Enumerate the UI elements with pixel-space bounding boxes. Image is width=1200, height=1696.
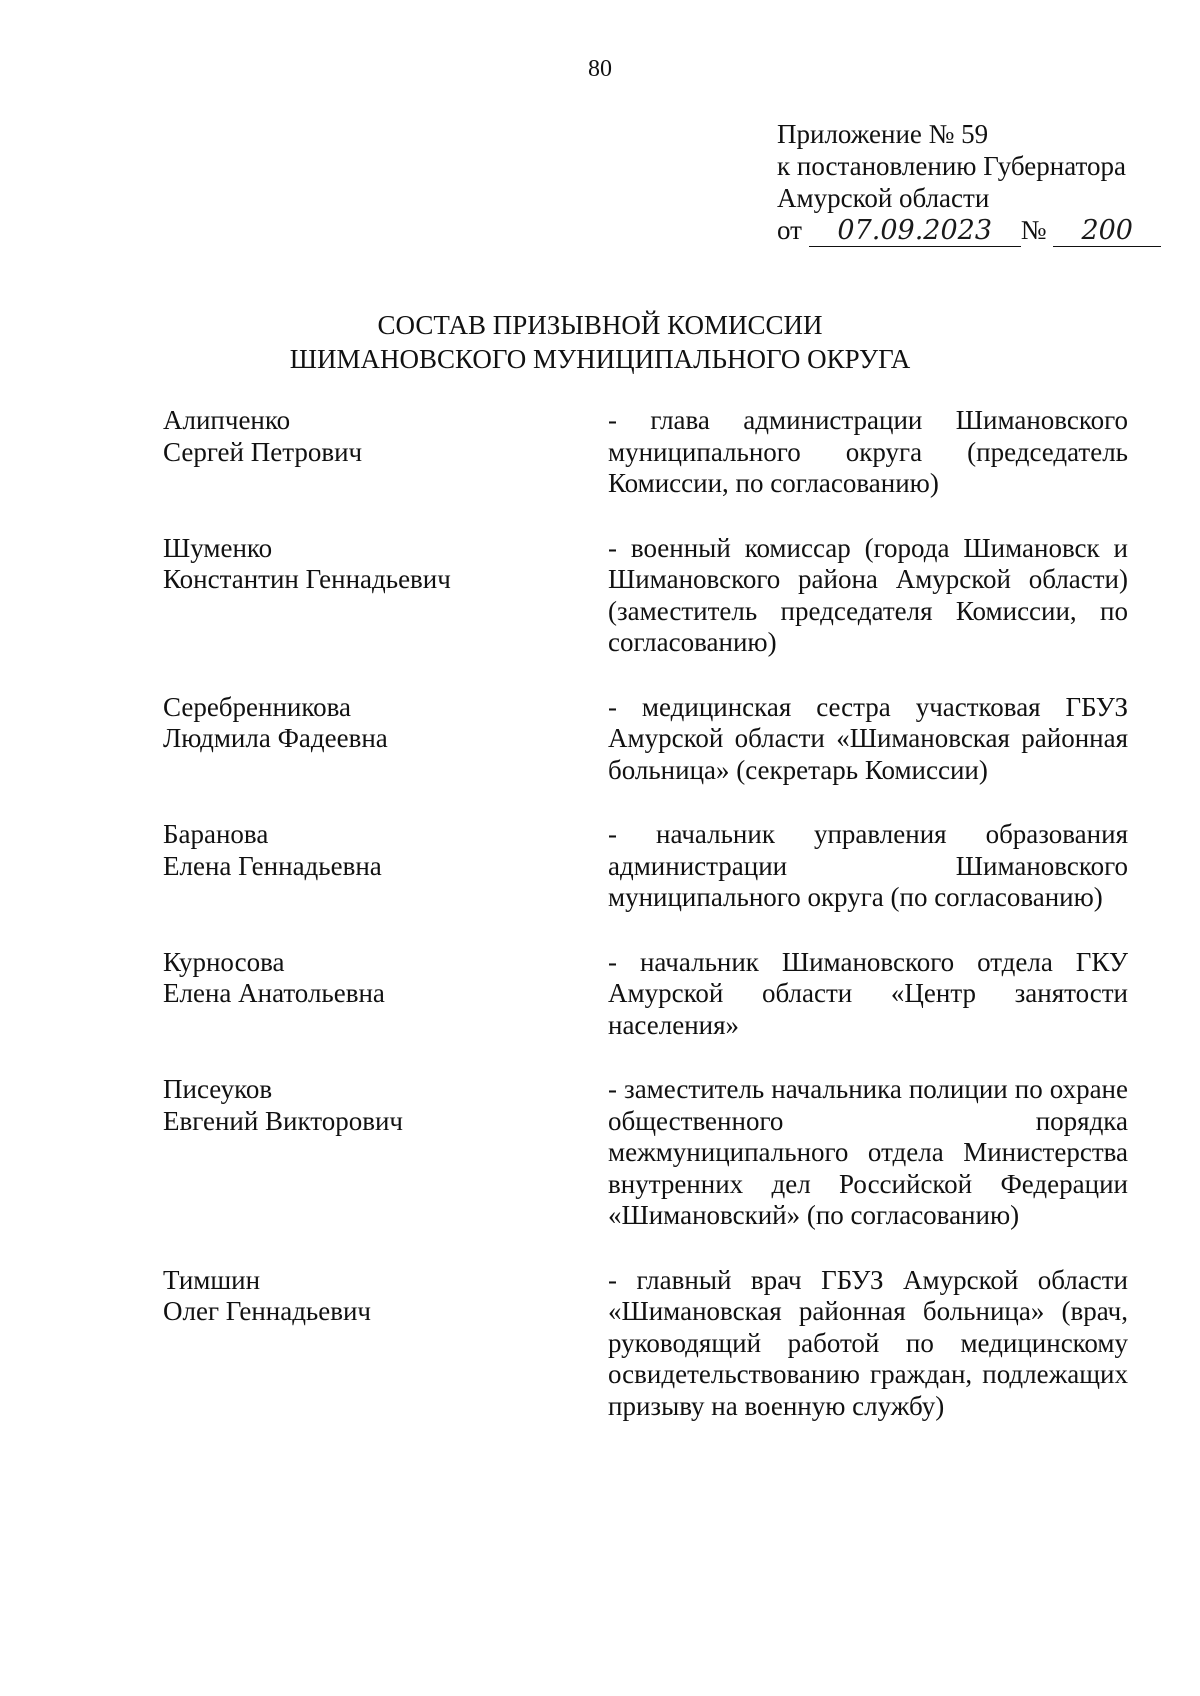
handwritten-date: 07.09.2023	[809, 216, 1021, 247]
member-row	[163, 947, 1128, 1042]
member-surname: Серебренникова	[163, 691, 351, 722]
member-given-name: Людмила Фадеевна	[163, 723, 388, 753]
handwritten-number: 200	[1053, 216, 1161, 247]
member-surname: Алипченко	[163, 405, 291, 435]
member-role: - главный врач ГБУЗ Амурской области «Шимановская районная больница» (врач, руководящий работой по медицинскому освидетельствованию граждан, подлежащих призыву на военную службу)	[608, 1264, 1128, 1421]
member-role: - начальник Шимановского отдела ГКУ Амурской области «Центр занятости населения»	[608, 946, 1128, 1040]
member-role: - военный комиссар (города Шимановск и Шимановского района Амурской области) (заместитель председателя Комиссии, по согласованию)	[608, 532, 1128, 657]
member-row	[163, 819, 1128, 914]
member-row	[163, 533, 1128, 659]
member-name	[163, 692, 608, 787]
member-row	[163, 692, 1128, 787]
member-name	[163, 819, 608, 914]
appendix-line-1: Приложение № 59	[777, 119, 989, 149]
member-name	[163, 1265, 608, 1423]
appendix-date-line	[777, 214, 1157, 247]
member-row	[163, 405, 1128, 500]
member-name	[163, 533, 608, 659]
document-title	[0, 308, 1200, 376]
member-row	[163, 1265, 1128, 1423]
member-name	[163, 405, 608, 500]
page-number: 80	[588, 56, 612, 82]
appendix-line-3: Амурской области	[777, 183, 990, 213]
member-given-name: Елена Геннадьевна	[163, 850, 382, 881]
appendix-line-2: к постановлению Губернатора	[777, 151, 1126, 181]
date-prefix: от	[777, 215, 802, 245]
member-given-name: Евгений Викторович	[163, 1105, 403, 1136]
member-surname: Писеуков	[163, 1074, 273, 1104]
member-surname: Шуменко	[163, 532, 273, 563]
member-given-name: Олег Геннадьевич	[163, 1296, 372, 1326]
member-surname: Тимшин	[163, 1264, 261, 1295]
member-name	[163, 1074, 608, 1232]
member-role: - глава администрации Шимановского муниципального округа (председатель Комиссии, по согласованию)	[608, 405, 1128, 498]
member-role: - медицинская сестра участковая ГБУЗ Амурской области «Шимановская районная больница» (секретарь Комиссии)	[608, 691, 1128, 785]
member-given-name: Константин Геннадьевич	[163, 564, 451, 594]
member-role: - заместитель начальника полиции по охране общественного порядка межмуниципального отдела Министерства внутренних дел Российской Федерации «Шимановский» (по согласованию)	[608, 1074, 1128, 1230]
member-given-name: Елена Анатольевна	[163, 978, 385, 1008]
member-row	[163, 1074, 1128, 1232]
number-sign: №	[1020, 215, 1047, 245]
member-given-name: Сергей Петрович	[163, 436, 363, 467]
title-line-1: СОСТАВ ПРИЗЫВНОЙ КОМИССИИ	[377, 310, 823, 340]
member-name	[163, 947, 608, 1042]
member-surname: Курносова	[163, 946, 285, 977]
commission-members-list	[163, 405, 1128, 1422]
member-role: - начальник управления образования администрации Шимановского муниципального округа (по согласованию)	[608, 819, 1128, 912]
member-surname: Баранова	[163, 819, 269, 849]
title-line-2: ШИМАНОВСКОГО МУНИЦИПАЛЬНОГО ОКРУГА	[289, 344, 911, 374]
appendix-header	[777, 118, 1157, 247]
